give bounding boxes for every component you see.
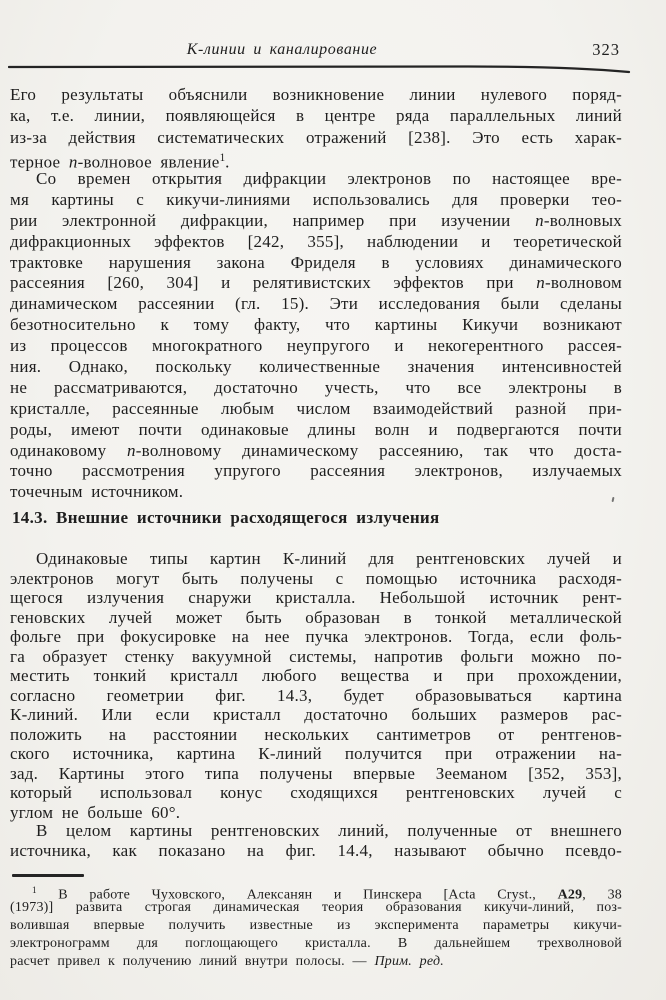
plain-text-run: терное <box>10 152 69 172</box>
running-title: К-линии и каналирование <box>186 41 378 58</box>
text-line: щегося излучения снаружи кристалла. Небольшой источник рент- <box>10 588 622 607</box>
text-line: дифракционных эффектов [242, 355], наблюдении и теоретической <box>10 231 622 251</box>
text-line: кристалле, рассеянные любым числом взаимодействий разной при- <box>10 398 622 418</box>
text-line: точно рассмотрения упругого рассеяния электронов, излучаемых <box>10 461 622 481</box>
text-line: положить на расстоянии нескольких сантиметров от рентгенов- <box>10 724 622 744</box>
text-line: который использовал конус сходящихся рентгеновских лучей с <box>10 783 622 802</box>
italic-text-run: n <box>68 152 78 172</box>
italic-text-run: Прим. ред. <box>374 954 444 970</box>
plain-text-run: -волновое явление <box>77 152 220 172</box>
paragraph-opening <box>10 84 622 172</box>
text-line: Его результаты объяснили возникновение линии нулевого поряд- <box>10 85 622 104</box>
text-line: трактовке нарушения закона Фриделя в условиях динамического <box>10 252 622 272</box>
text-line: геновских лучей может быть образован в тонкой металлической <box>10 607 622 627</box>
text-line: местить тонкий кристалл любого вещества и при прохождении, <box>10 666 622 685</box>
text-line: Одинаковые типы картин К-линий для рентгеновских лучей и <box>36 549 622 568</box>
italic-text-run: n <box>535 210 544 230</box>
text-line: Со времен открытия дифракции электронов по настоящее вре- <box>36 169 622 188</box>
plain-text-run: рассеяния [260, 304] и релятивистских эффектов при <box>10 273 537 293</box>
text-line <box>10 148 622 172</box>
text-line: точечным источником. <box>10 482 184 502</box>
text-line: фольге при фокусировке на нее пучка электронов. Тогда, если фоль- <box>10 627 622 646</box>
text-line: источника, как показано на фиг. 14.4, называют обычно псевдо- <box>10 840 622 860</box>
sup-text-run: 1 <box>32 885 37 895</box>
text-line: ка, т.е. линии, появляющейся в центре ряда параллельных линий <box>10 106 622 126</box>
text-line: электронов могут быть получены с помощью источника расходя- <box>10 568 622 588</box>
text-line: динамическом рассеянии (гл. 15). Эти исследования были сделаны <box>10 294 622 314</box>
paragraph-kikuchi-history <box>10 169 622 503</box>
text-line: углом не больше 60°. <box>10 802 181 822</box>
plain-text-run: одинаковому <box>10 440 128 460</box>
plain-text-run: расчет привел к получению линий внутри полосы. — <box>10 954 375 970</box>
text-line: ния. Однако, поскольку количественные значения интенсивностей <box>10 357 622 377</box>
italic-text-run: n <box>127 440 136 460</box>
text-line <box>10 211 622 232</box>
text-line: из-за действия систематических отражений [238]. Это есть харак- <box>10 127 622 147</box>
text-line: волившая впервые получить известные из эксперимента параметры кикучи- <box>10 918 622 934</box>
text-line: из процессов многократного неупругого и некогерентного рассея- <box>10 336 622 356</box>
text-line: зад. Картины этого типа получены впервые Зееманом [352, 353], <box>10 763 622 783</box>
bold-text-run: А29 <box>557 887 583 903</box>
text-line: В целом картины рентгеновских линий, полученные от внешнего <box>36 821 622 840</box>
section-heading: 14.3. Внешние источники расходящегося излучения <box>12 508 440 527</box>
text-line <box>10 441 622 462</box>
text-line: (1973)] развита строгая динамическая теория образования кикучи-линий, поз- <box>10 900 622 916</box>
text-line: К-линий. Или если кристалл достаточно больших размеров рас- <box>10 705 622 724</box>
page-number: 323 <box>592 40 620 59</box>
text-line: электронограмм для поглощающего кристалла. В дальнейшем трехволновой <box>10 936 622 952</box>
header-rule <box>8 64 632 74</box>
text-line: роды, имеют почти одинаковые длины волн и подвергаются почти <box>10 419 622 439</box>
plain-text-run: рии электронной дифракции, например при изучении <box>10 210 536 230</box>
plain-text-run: -волновых <box>543 210 622 230</box>
paragraph-external-sources <box>10 549 622 822</box>
text-line <box>10 953 622 971</box>
paragraph-pseudo-lines <box>10 821 622 861</box>
text-line: безотносительно к тому факту, что картины Кикучи возникают <box>10 315 622 335</box>
footnote-divider <box>12 874 84 877</box>
text-line <box>10 273 622 294</box>
footnote <box>10 881 622 971</box>
text-line: согласно геометрии фиг. 14.3, будет образовываться картина <box>10 685 622 705</box>
text-line <box>10 881 622 903</box>
text-line: не рассматриваются, достаточно учесть, что все электроны в <box>10 377 622 397</box>
text-line: га образует стенку вакуумной системы, напротив фольги можно по- <box>10 646 622 666</box>
plain-text-run: -волновому динамическому рассеянию, так что доста- <box>135 440 622 460</box>
italic-text-run: n <box>536 273 545 293</box>
plain-text-run: В работе Чуховского, Алексанян и Пинскера [Acta Cryst., <box>36 887 558 903</box>
plain-text-run: . <box>225 152 230 172</box>
plain-text-run: , 38 <box>582 887 622 903</box>
text-line: мя картины с кикучи-линиями использовались для проверки тео- <box>10 189 622 209</box>
text-line: ского источника, картина К-линий получится при отражении на- <box>10 744 622 763</box>
sup-text-run: 1 <box>219 151 226 164</box>
plain-text-run: -волновом <box>544 273 622 293</box>
